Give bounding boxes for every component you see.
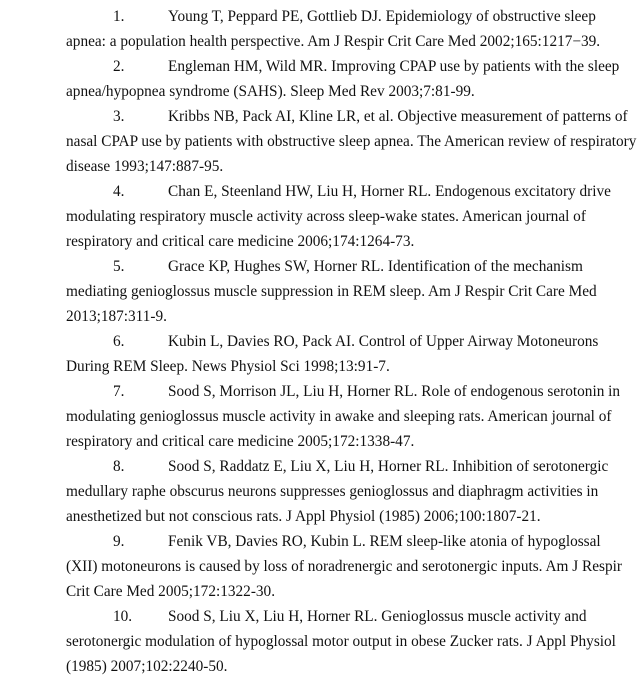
reference-text: Chan E, Steenland HW, Liu H, Horner RL. Endogenous excitatory drive	[168, 183, 611, 200]
reference-number: 2.	[113, 58, 125, 75]
reference-item	[66, 379, 621, 454]
reference-text: Sood S, Raddatz E, Liu X, Liu H, Horner RL. Inhibition of serotonergic	[168, 458, 609, 475]
reference-text: Engleman HM, Wild MR. Improving CPAP use by patients with the sleep	[168, 58, 620, 75]
reference-number: 8.	[113, 458, 125, 475]
reference-number: 4.	[113, 183, 125, 200]
reference-item	[66, 179, 611, 254]
reference-first-line	[66, 529, 601, 554]
reference-first-line	[66, 254, 586, 279]
reference-text-continuation: modulating genioglossus muscle activity in awake and sleeping rats. American journal of	[66, 408, 612, 425]
reference-first-line	[66, 104, 628, 129]
reference-number: 9.	[113, 533, 125, 550]
reference-item	[66, 54, 620, 104]
reference-first-line	[66, 179, 611, 204]
reference-text: Kubin L, Davies RO, Pack AI. Control of Upper Airway Motoneurons	[168, 333, 599, 350]
reference-text: Fenik VB, Davies RO, Kubin L. REM sleep-like atonia of hypoglossal	[168, 533, 601, 550]
reference-first-line	[66, 4, 596, 29]
reference-text-continuation: (1985) 2007;102:2240-50.	[66, 658, 228, 675]
reference-first-line	[66, 454, 609, 479]
reference-text: Sood S, Morrison JL, Liu H, Horner RL. Role of endogenous serotonin in	[168, 383, 621, 400]
reference-text-continuation: mediating genioglossus muscle suppression in REM sleep. Am J Respir Crit Care Med	[66, 283, 597, 300]
reference-text-continuation: nasal CPAP use by patients with obstructive sleep apnea. The American review of respiratory	[66, 133, 637, 150]
reference-number: 7.	[113, 383, 125, 400]
reference-text-continuation: respiratory and critical care medicine 2005;172:1338-47.	[66, 433, 415, 450]
reference-text-continuation: apnea/hypopnea syndrome (SAHS). Sleep Med Rev 2003;7:81-99.	[66, 83, 475, 100]
reference-item	[66, 329, 599, 379]
reference-first-line	[66, 604, 586, 629]
reference-item	[66, 4, 601, 54]
reference-text-continuation: 2013;187:311-9.	[66, 308, 167, 325]
reference-text-continuation: disease 1993;147:887-95.	[66, 158, 224, 175]
reference-text-continuation: apnea: a population health perspective. Am J Respir Crit Care Med 2002;165:1217−39.	[66, 33, 601, 50]
reference-item	[66, 604, 616, 679]
reference-text: Sood S, Liu X, Liu H, Horner RL. Genioglossus muscle activity and	[168, 608, 587, 625]
reference-text-continuation: modulating respiratory muscle activity across sleep-wake states. American journal of	[66, 208, 586, 225]
reference-item	[66, 454, 609, 529]
reference-text: Kribbs NB, Pack AI, Kline LR, et al. Objective measurement of patterns of	[168, 108, 628, 125]
reference-text: Young T, Peppard PE, Gottlieb DJ. Epidemiology of obstructive sleep	[168, 8, 596, 25]
reference-text-continuation: (XII) motoneurons is caused by loss of noradrenergic and serotonergic inputs. Am J Respir	[66, 558, 622, 575]
reference-item	[66, 254, 597, 329]
reference-text: Grace KP, Hughes SW, Horner RL. Identification of the mechanism	[168, 258, 583, 275]
reference-item	[66, 529, 622, 604]
reference-number: 3.	[113, 108, 125, 125]
reference-text-continuation: anesthetized but not conscious rats. J Appl Physiol (1985) 2006;100:1807-21.	[66, 508, 541, 525]
reference-text-continuation: medullary raphe obscurus neurons suppresses genioglossus and diaphragm activities in	[66, 483, 599, 500]
reference-number: 5.	[113, 258, 125, 275]
reference-number: 10.	[113, 608, 133, 625]
reference-text-continuation: Crit Care Med 2005;172:1322-30.	[66, 583, 276, 600]
reference-list	[66, 4, 637, 679]
reference-first-line	[66, 329, 599, 354]
reference-number: 1.	[113, 8, 125, 25]
reference-text-continuation: respiratory and critical care medicine 2006;174:1264-73.	[66, 233, 415, 250]
reference-item	[66, 104, 637, 179]
reference-number: 6.	[113, 333, 125, 350]
reference-first-line	[66, 379, 621, 404]
reference-text-continuation: serotonergic modulation of hypoglossal motor output in obese Zucker rats. J Appl Physiol	[66, 633, 616, 650]
reference-first-line	[66, 54, 620, 79]
reference-text-continuation: During REM Sleep. News Physiol Sci 1998;13:91-7.	[66, 358, 390, 375]
